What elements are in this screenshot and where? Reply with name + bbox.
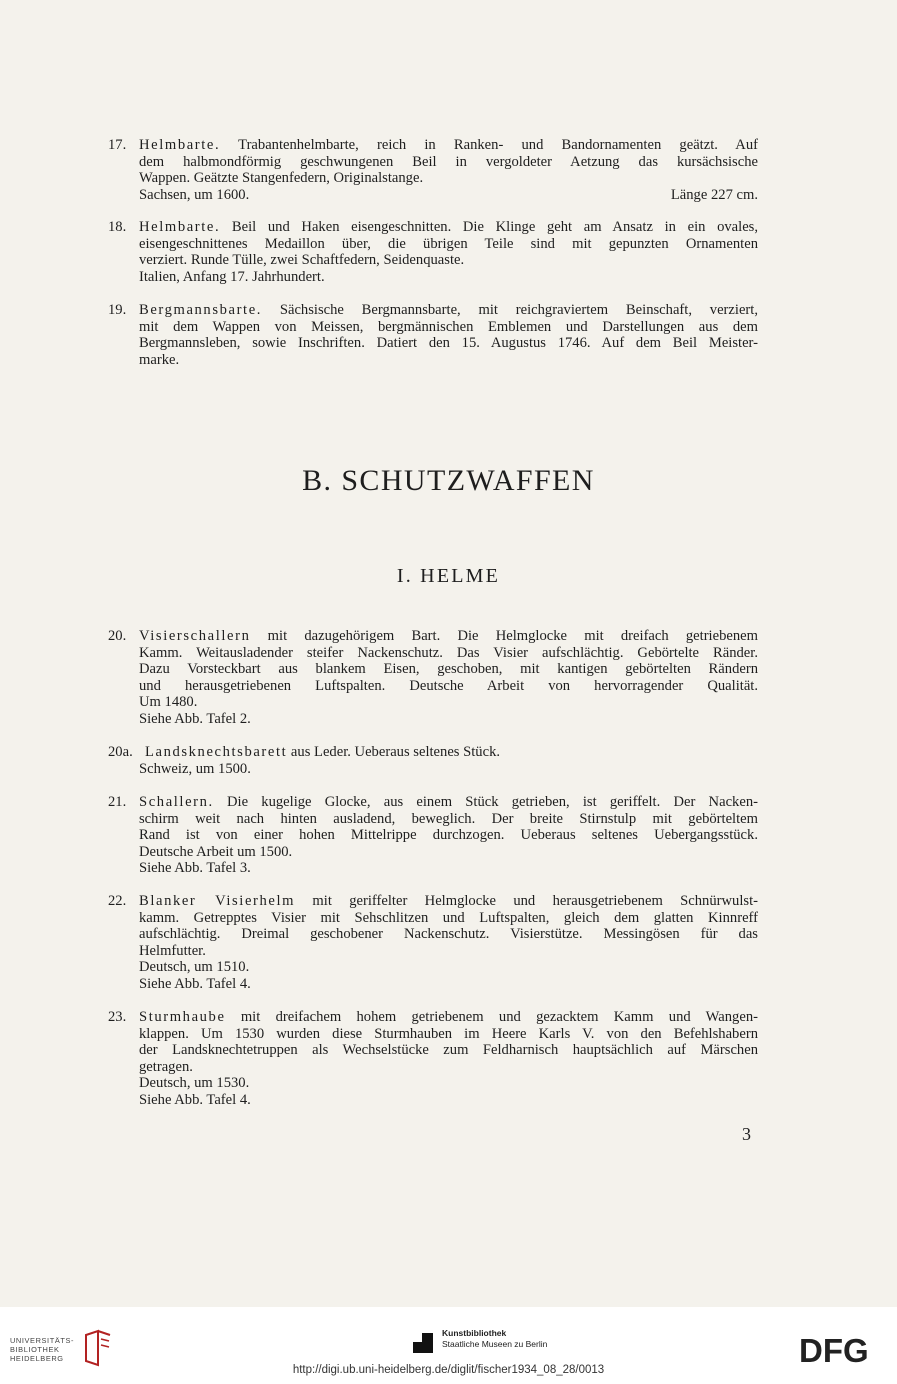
entry-line: Deutsche Arbeit um 1500. xyxy=(139,843,293,860)
entry-line: Kamm. Weitausladender steifer Nackenschutz. Das Visier aufschlächtig. Gebörtelte Ränder. xyxy=(139,644,758,661)
entry-line: Italien, Anfang 17. Jahrhundert. xyxy=(139,268,325,285)
entry-line: verziert. Runde Tülle, zwei Schaftfedern, Seidenquaste. xyxy=(139,252,465,269)
entry-line: Rand ist von einer hohen Mittelrippe durchzogen. Ueberaus seltenes Uebergangsstück. xyxy=(139,827,758,844)
catalog-entry-22 xyxy=(108,893,758,993)
entry-line: Siehe Abb. Tafel 4. xyxy=(139,1091,251,1108)
entry-text: Beil und Haken eisengeschnitten. Die Klinge geht am Ansatz in ein ovales, xyxy=(231,219,758,235)
subsection-title: I. HELME xyxy=(396,565,501,587)
entry-number: 20. xyxy=(108,628,127,644)
entry-line: aufschlächtig. Dreimal geschobener Nackenschutz. Visierstütze. Messingösen für das xyxy=(139,926,758,943)
kunstbibliothek-logo[interactable] xyxy=(410,1327,570,1367)
entry-line xyxy=(139,137,758,154)
entry-line: Deutsch, um 1510. xyxy=(139,959,250,976)
entry-line: klappen. Um 1530 wurden diese Sturmhauben im Heere Karls V. von den Befehlshabern xyxy=(139,1025,758,1042)
entry-line: getragen. xyxy=(139,1058,193,1075)
entry-line xyxy=(139,1009,758,1026)
entry-number: 20a. xyxy=(108,744,133,760)
entry-lead: Sturmhaube xyxy=(139,1009,226,1025)
ub-emblem-icon xyxy=(82,1329,116,1367)
entry-line: Schweiz, um 1500. xyxy=(139,760,251,777)
entry-lead: Schallern. xyxy=(139,794,214,810)
entry-number: 17. xyxy=(108,137,127,153)
entry-text: Trabantenhelmbarte, reich in Ranken- und Bandornamenten geätzt. Auf xyxy=(238,137,758,153)
entry-line: Dazu Vorsteckbart aus blankem Eisen, geschoben, mit kantigen gebörtelten Rändern xyxy=(139,661,758,678)
entry-line: mit dem Wappen von Meissen, bergmännischen Emblemen und Darstellungen aus dem xyxy=(139,318,758,335)
entry-line xyxy=(139,794,758,811)
catalog-entry-20a xyxy=(108,744,758,777)
entry-line xyxy=(139,893,758,910)
dfg-logo[interactable] xyxy=(799,1334,885,1366)
entry-number: 21. xyxy=(108,794,127,810)
entry-lead: Visierschallern xyxy=(139,628,251,644)
entry-line: Wappen. Geätzte Stangenfedern, Originalstange. xyxy=(139,170,424,187)
source-url-link[interactable]: http://digi.ub.uni-heidelberg.de/diglit/fischer1934_08_28/0013 xyxy=(292,1364,605,1376)
entry-lead: Blanker Visierhelm xyxy=(139,893,296,909)
entry-text: Sächsische Bergmannsbarte, mit reichgraviertem Beinschaft, verziert, xyxy=(279,302,758,318)
entry-line: marke. xyxy=(139,351,180,368)
entry-text: aus Leder. Ueberaus seltenes Stück. xyxy=(290,744,501,760)
entry-number: 18. xyxy=(108,219,127,235)
dfg-logo-text: DFG xyxy=(799,1334,869,1366)
entry-line: Siehe Abb. Tafel 3. xyxy=(139,860,251,877)
entry-line: Deutsch, um 1530. xyxy=(139,1075,250,1092)
entry-origin: Sachsen, um 1600. xyxy=(139,186,250,203)
entry-line: dem halbmondförmig geschwungenen Beil in vergoldeter Aetzung das kursächsische xyxy=(139,153,758,170)
catalog-entry-17 xyxy=(108,137,758,203)
entry-meta-row xyxy=(139,187,758,204)
entry-line: schirm weit nach hinten ausladend, beweglich. Der breite Stirnstulp mit gebörteltem xyxy=(139,810,758,827)
entry-text: mit geriffelter Helmglocke und herausgetriebenem Schnürwulst- xyxy=(312,893,758,909)
kunstbibliothek-emblem-icon xyxy=(410,1330,436,1356)
catalog-entry-19 xyxy=(108,302,758,368)
entry-line xyxy=(139,219,758,236)
entry-text: mit dreifachem hohem getriebenem und gezacktem Kamm und Wangen- xyxy=(240,1009,758,1025)
kunstbibliothek-text: Kunstbibliothek Staatliche Museen zu Berlin xyxy=(442,1328,548,1349)
entry-line: Bergmannsleben, sowie Inschriften. Datiert den 15. Augustus 1746. Auf dem Beil Meister- xyxy=(139,335,758,352)
entry-line xyxy=(145,744,758,761)
catalog-entry-21 xyxy=(108,794,758,877)
catalog-entry-23 xyxy=(108,1009,758,1109)
entry-number: 22. xyxy=(108,893,127,909)
catalog-entry-20 xyxy=(108,628,758,728)
entry-text: Die kugelige Glocke, aus einem Stück getrieben, ist geriffelt. Der Nacken- xyxy=(226,794,758,810)
entry-text: mit dazugehörigem Bart. Die Helmglocke mit dreifach getriebenem xyxy=(267,628,758,644)
entry-number: 23. xyxy=(108,1009,127,1025)
entry-line: Helmfutter. xyxy=(139,942,206,959)
entry-number: 19. xyxy=(108,302,127,318)
catalog-entry-18 xyxy=(108,219,758,285)
ub-heidelberg-text: UNIVERSITÄTS- BIBLIOTHEK HEIDELBERG xyxy=(10,1336,75,1363)
entry-lead: Helmbarte. xyxy=(139,137,221,153)
footer-bar xyxy=(0,1307,897,1384)
entry-line: eisengeschnittenes Medaillon über, die übrigen Teile sind mit gepunzten Ornamenten xyxy=(139,235,758,252)
entry-line xyxy=(139,302,758,319)
entry-line xyxy=(139,628,758,645)
page-number: 3 xyxy=(742,1124,751,1144)
entry-line: und herausgetriebenen Luftspalten. Deutsche Arbeit von hervorragender Qualität. xyxy=(139,677,758,694)
entry-lead: Landsknechtsbarett xyxy=(145,744,288,760)
entry-line: Siehe Abb. Tafel 4. xyxy=(139,975,251,992)
entry-measure: Länge 227 cm. xyxy=(670,186,758,203)
entry-line: Um 1480. xyxy=(139,694,198,711)
entry-line: der Landsknechtetruppen als Wechselstücke zum Feldharnisch hauptsächlich auf Märschen xyxy=(139,1042,758,1059)
entry-line: Siehe Abb. Tafel 2. xyxy=(139,710,251,727)
entry-lead: Helmbarte. xyxy=(139,219,221,235)
entry-lead: Bergmannsbarte. xyxy=(139,302,263,318)
entry-line: kamm. Getrepptes Visier mit Sehschlitzen und Luftspalten, gleich dem glatten Kinnreff xyxy=(139,909,758,926)
section-title: B. SCHUTZWAFFEN xyxy=(302,464,595,497)
